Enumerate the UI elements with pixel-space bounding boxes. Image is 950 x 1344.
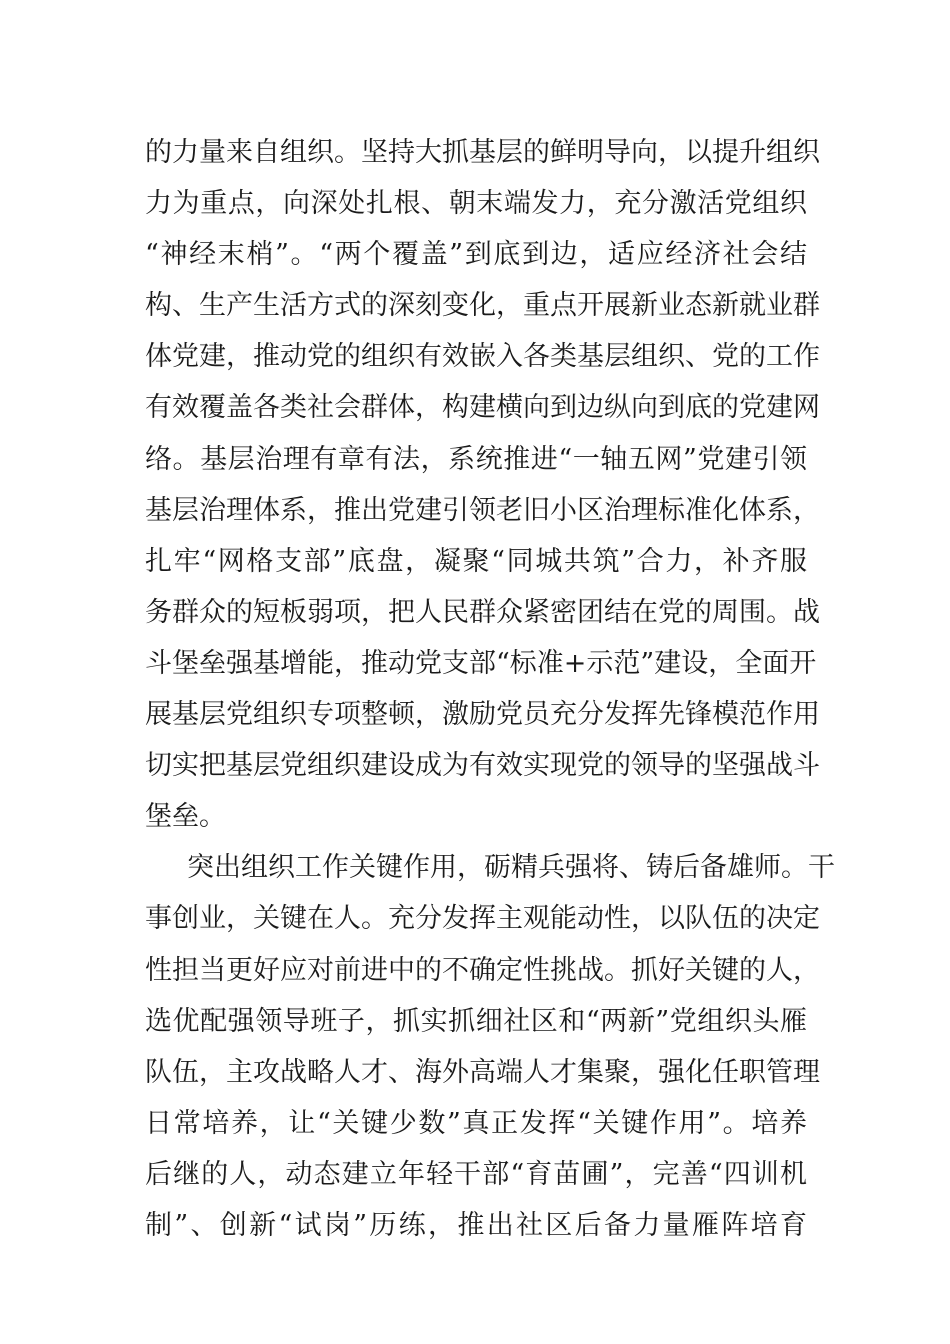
paragraph-1-line-2: 力为重点，向深处扎根、朝末端发力，充分激活党组织 [145, 188, 807, 220]
paragraph-2-line-7: 后继的人，动态建立年轻干部“育苗圃”，完善“四训机 [145, 1158, 807, 1190]
paragraph-1-line-12: 展基层党组织专项整顿，激励党员充分发挥先锋模范作用 [145, 699, 820, 731]
paragraph-2-line-8: 制”、创新“试岗”历练，推出社区后备力量雁阵培育 [145, 1209, 807, 1241]
paragraph-2-line-5: 队伍，主攻战略人才、海外高端人才集聚，强化任职管理 [145, 1056, 820, 1088]
paragraph-1-line-4: 构、生产生活方式的深刻变化，重点开展新业态新就业群 [145, 290, 820, 322]
body-text [145, 127, 835, 1251]
paragraph-2-line-6: 日常培养，让“关键少数”真正发挥“关键作用”。培养 [145, 1107, 807, 1139]
paragraph-1-line-13: 切实把基层党组织建设成为有效实现党的领导的坚强战斗 [145, 750, 820, 782]
paragraph-1-line-10: 务群众的短板弱项，把人民群众紧密团结在党的周围。战 [145, 596, 820, 628]
paragraph-2-line-3: 性担当更好应对前进中的不确定性挑战。抓好关键的人， [145, 954, 820, 986]
paragraph-1-line-6: 有效覆盖各类社会群体，构建横向到边纵向到底的党建网 [145, 392, 820, 424]
paragraph-1-line-11: 斗堡垒强基增能，推动党支部“标准+示范”建设，全面开 [145, 647, 817, 679]
paragraph-1-line-3: “神经末梢”。“两个覆盖”到底到边，适应经济社会结 [145, 239, 807, 271]
paragraph-1-line-7: 络。基层治理有章有法，系统推进“一轴五网”党建引领 [145, 443, 807, 475]
paragraph-1-line-5: 体党建，推动党的组织有效嵌入各类基层组织、党的工作 [145, 341, 820, 373]
paragraph-1-line-1: 的力量来自组织。坚持大抓基层的鲜明导向，以提升组织 [145, 137, 820, 168]
paragraph-1-line-14: 堡垒。 [145, 801, 226, 833]
paragraph-2-line-2: 事创业，关键在人。充分发挥主观能动性，以队伍的决定 [145, 903, 820, 935]
paragraph-1-line-9: 扎牢“网格支部”底盘，凝聚“同城共筑”合力，补齐服 [145, 545, 807, 577]
paragraph-2-line-4: 选优配强领导班子，抓实抓细社区和“两新”党组织头雁 [145, 1005, 807, 1037]
paragraph-2-line-1: 突出组织工作关键作用，砺精兵强将、铸后备雄师。干 [187, 852, 835, 884]
paragraph-1-line-8: 基层治理体系，推出党建引领老旧小区治理标准化体系， [145, 494, 820, 526]
